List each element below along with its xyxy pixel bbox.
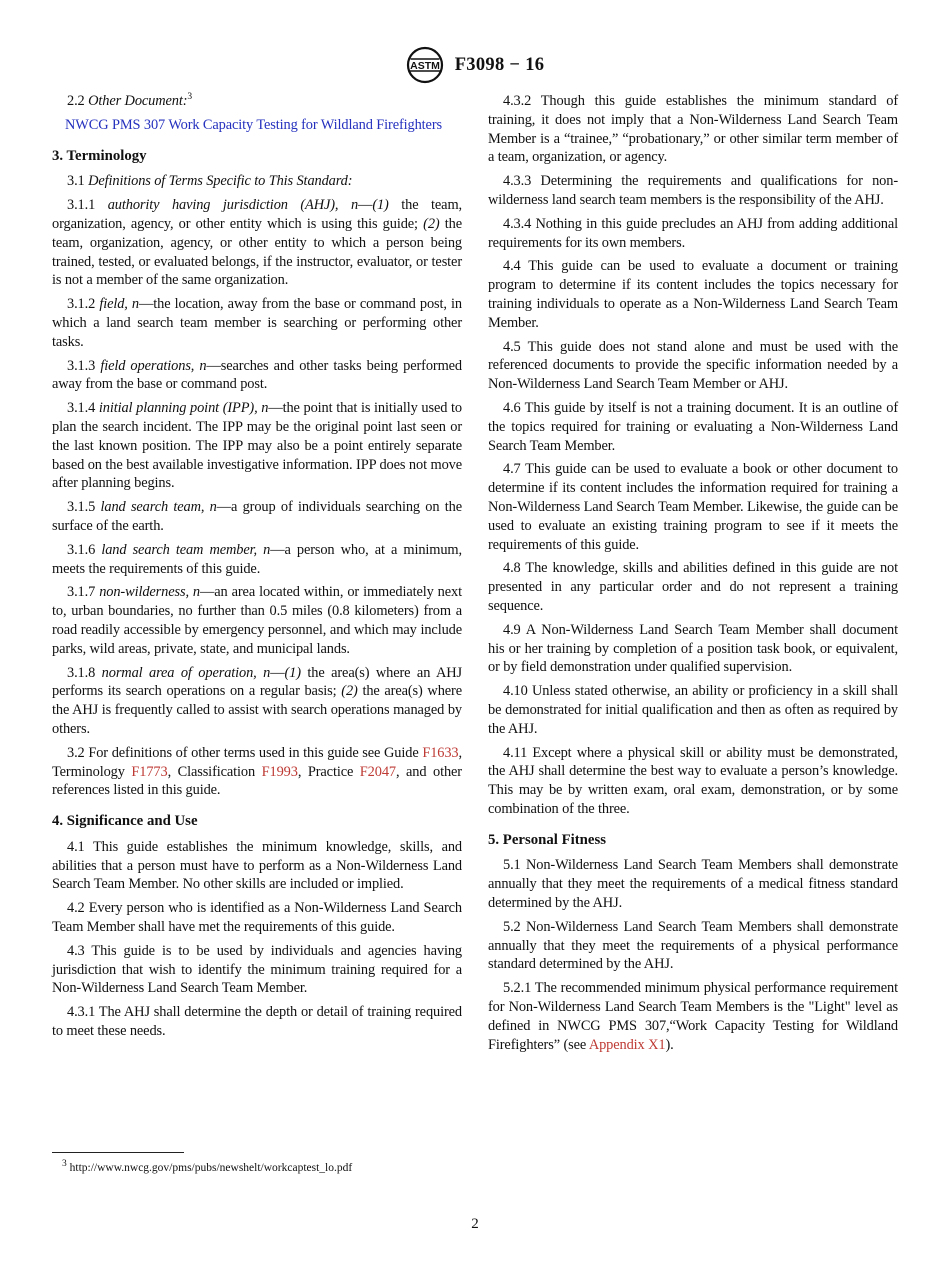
text-segment: (1) — [284, 664, 301, 681]
text-segment: 3.1.1 — [67, 197, 108, 214]
para-4-5 — [488, 338, 898, 394]
para-4-10 — [488, 682, 898, 738]
text-segment: initial planning point (IPP), n — [98, 400, 269, 417]
para-4-1 — [52, 838, 462, 894]
text-segment: 4.1 This guide establishes the minimum knowledge, skills, and abilities that a person must have to perform as a Non-Wilderness Land Search Team Member. No other skills are included or implied. — [52, 838, 462, 893]
text-segment: the area(s) where an AHJ performs its search operations on a regular basis; — [52, 664, 462, 700]
text-segment: — — [270, 664, 285, 681]
text-segment: normal area of operation, n — [101, 664, 271, 681]
text-segment: 4.3 This guide is to be used by individuals and agencies having jurisdiction that wish to identify the minimum training required for a Non-Wilderness Land Search Team Member. — [52, 942, 462, 997]
text-segment: 3. Terminology — [52, 147, 147, 164]
para-4-3-3 — [488, 172, 898, 210]
text-segment: —a person who, at a minimum, meets the requirements of this guide. — [52, 541, 462, 577]
text-segment: 3.1.8 — [67, 664, 102, 681]
text-segment: (1) — [372, 197, 389, 214]
text-segment: , and other references listed in this guide. — [52, 763, 462, 799]
heading-4-significance-and-use — [52, 812, 462, 831]
text-segment: non-wilderness, n — [99, 584, 200, 601]
para-4-8 — [488, 559, 898, 615]
text-segment: Definitions of Terms Specific to This Standard: — [88, 173, 353, 190]
text-segment: —the location, away from the base or command post, in which a land search team member is searching or performing other tasks. — [52, 296, 462, 350]
para-3-1-8 — [52, 664, 462, 739]
text-segment: , Classification — [167, 763, 262, 780]
text-segment: 4.2 Every person who is identified as a Non-Wilderness Land Search Team Member shall have met the requirements of this guide. — [52, 900, 462, 936]
text-segment: land search team member, n — [101, 541, 271, 558]
para-4-9 — [488, 621, 898, 677]
text-segment: 4.4 This guide can be used to evaluate a document or training program to determine if its content includes the topics necessary for training individuals to operate as a Non-Wilderness Land Search Team Member. — [488, 258, 898, 331]
text-segment: 4. Significance and Use — [52, 813, 198, 830]
text-segment: 4.9 A Non-Wilderness Land Search Team Member shall document his or her training by completion of a position task book, or equivalent, or by field demonstration under qualified supervision. — [488, 621, 898, 676]
text-segment: 4.6 This guide by itself is not a training document. It is an outline of the topics required for training or evaluating a Non-Wilderness Land Search Team Member. — [488, 399, 898, 454]
para-3-1-7 — [52, 583, 462, 658]
text-segment: 2.2 — [67, 93, 89, 109]
para-3-1-5 — [52, 498, 462, 536]
document-header — [0, 46, 950, 84]
text-segment: —an area located within, or immediately next to, urban boundaries, no further than 0.5 miles (0.8 kilometers) from a road readily accessible by emergency personnel, and which may include parks, wild areas, private, state, and municipal lands. — [52, 584, 462, 657]
text-segment: 4.3.2 Though this guide establishes the minimum standard of training, it does not imply that a Non-Wilderness Land Search Team Member is a “trainee,” “probationary,” or other similar term member of a team, organization, or agency. — [488, 93, 898, 166]
text-segment: field operations, n — [100, 357, 207, 374]
text-segment: 5. Personal Fitness — [488, 831, 606, 848]
ref-f1633-link[interactable]: F1633 — [422, 744, 459, 761]
footnote — [52, 1161, 482, 1175]
heading-3-terminology — [52, 147, 462, 166]
para-4-3-1 — [52, 1003, 462, 1041]
text-segment: 4.7 This guide can be used to evaluate a book or other document to determine if its content includes the information required for training a Non-Wilderness Land Search Team Member. Likewise, the guide can be used to evaluate an existing training program to see if it meets the requirements of this guide. — [488, 461, 898, 553]
appendix-x1-link[interactable]: Appendix X1 — [588, 1036, 666, 1053]
text-segment: (2) — [423, 215, 440, 232]
para-4-4 — [488, 257, 898, 332]
text-segment: field, n — [99, 296, 140, 313]
page-number: 2 — [471, 1216, 479, 1232]
text-segment: 4.10 Unless stated otherwise, an ability or proficiency in a skill shall be demonstrated for initial qualification and then as often as required by the AHJ. — [488, 683, 898, 737]
para-3-1 — [52, 172, 462, 191]
text-segment: the team, organization, agency, or other entity to which a person being trained, tested, or evaluated belongs, if the instructor, evaluator, or tester is not a member of the same organization. — [52, 215, 462, 289]
text-segment: —the point that is initially used to plan the search incident. The IPP may be the original point last seen or the last known position. The IPP may also be a point entirely separate based on the best available investigative information. IPP does not move after planning begins. — [52, 400, 462, 492]
footnote-url: http://www.nwcg.gov/pms/pubs/newshelt/workcaptest_lo.pdf — [69, 1162, 353, 1174]
footnote-rule — [52, 1152, 184, 1153]
text-segment: authority having jurisdiction (AHJ), n — [107, 197, 359, 214]
text-segment: , Practice — [297, 763, 360, 780]
para-3-1-6 — [52, 541, 462, 579]
page-footer — [0, 1216, 950, 1233]
para-3-1-2 — [52, 295, 462, 351]
ref-f1773-link[interactable]: F1773 — [131, 763, 168, 780]
text-segment: 3.1 — [67, 173, 89, 190]
right-column — [488, 92, 898, 1059]
text-segment: 4.3.4 Nothing in this guide precludes an AHJ from adding additional requirements for its own members. — [488, 215, 898, 251]
text-segment: 4.5 This guide does not stand alone and must be used with the referenced documents to provide the specific information needed by a Non-Wilderness Land Search Team Member or AHJ. — [488, 338, 898, 393]
document-body — [52, 92, 898, 1059]
text-segment: 5.1 Non-Wilderness Land Search Team Members shall demonstrate annually that they meet the requirements of a medical fitness standard determined by the AHJ. — [488, 857, 898, 912]
text-segment: —a group of individuals searching on the surface of the earth. — [52, 499, 462, 534]
astm-logo-text: ASTM — [409, 60, 440, 72]
footnote-marker: 3 — [62, 1159, 67, 1170]
text-segment: Other Document: — [88, 93, 188, 109]
nwcg-pms-307-link[interactable]: NWCG PMS 307 Work Capacity Testing for Wildland Firefighters — [65, 116, 442, 133]
text-segment: , Terminology — [52, 744, 462, 780]
ref-f2047-link[interactable]: F2047 — [359, 763, 396, 780]
para-4-3-2 — [488, 92, 898, 167]
para-4-3-4 — [488, 215, 898, 253]
text-segment: 5.2 Non-Wilderness Land Search Team Members shall demonstrate annually that they meet the requirements of a physical performance standard determined by the AHJ. — [488, 918, 898, 973]
para-5-2 — [488, 918, 898, 974]
text-segment: 3.1.2 — [67, 296, 100, 313]
para-4-6 — [488, 399, 898, 455]
text-segment: the team, organization, agency, or other entity which is using this guide; — [52, 197, 462, 232]
text-segment: 3.1.3 — [67, 357, 101, 374]
document-number: F3098 − 16 — [454, 54, 545, 75]
text-segment: —searches and other tasks being performed away from the base or command post. — [52, 357, 462, 393]
para-4-7 — [488, 460, 898, 554]
text-segment: 3.1.4 — [67, 400, 99, 417]
text-segment: 4.3.3 Determining the requirements and qualifications for non-wilderness land search team members is the responsibility of the AHJ. — [488, 173, 898, 208]
text-segment: 3.1.7 — [67, 584, 100, 601]
text-segment: 3.1.6 — [67, 541, 102, 558]
para-4-2 — [52, 899, 462, 937]
text-segment: — — [358, 197, 373, 214]
astm-logo — [406, 46, 444, 84]
para-3-2 — [52, 744, 462, 800]
para-3-1-3 — [52, 357, 462, 395]
para-3-1-4 — [52, 399, 462, 493]
para-5-1 — [488, 856, 898, 912]
text-segment: 5.2.1 The recommended minimum physical performance requirement for Non-Wilderness Land Search Team Members is the "Light" level as defined in NWCG PMS 307,“Work Capacity Testing for Wildland Firefighters” (see — [488, 980, 898, 1053]
text-segment: the area(s) where the AHJ is frequently called to assist with search operations managed by others. — [52, 683, 462, 737]
ref-entry-nwcg — [52, 116, 462, 135]
ref-f1993-link[interactable]: F1993 — [261, 763, 298, 780]
text-segment: 4.3.1 The AHJ shall determine the depth or detail of training required to meet these needs. — [52, 1004, 462, 1040]
para-4-3 — [52, 942, 462, 998]
para-4-11 — [488, 744, 898, 819]
text-segment: land search team, n — [100, 499, 217, 516]
para-3-1-1 — [52, 196, 462, 290]
text-segment: 4.11 Except where a physical skill or ability must be demonstrated, the AHJ shall determine the best way to evaluate a person’s knowledge. This may be by written exam, oral exam, demonstration, or by some combination of the three. — [488, 744, 898, 817]
text-segment: 3.1.5 — [67, 499, 101, 516]
footnote-area — [52, 1152, 482, 1175]
footnote-reference-marker: 3 — [187, 92, 193, 103]
left-column — [52, 92, 462, 1059]
text-segment: 3.2 For definitions of other terms used in this guide see Guide — [67, 744, 423, 761]
heading-5-personal-fitness — [488, 831, 898, 850]
para-5-2-1 — [488, 979, 898, 1054]
para-2-2 — [52, 92, 462, 111]
text-segment: (2) — [341, 683, 358, 700]
text-segment: ). — [665, 1036, 674, 1053]
text-segment: 4.8 The knowledge, skills and abilities defined in this guide are not presented in any particular order and do not represent a training sequence. — [488, 560, 898, 614]
